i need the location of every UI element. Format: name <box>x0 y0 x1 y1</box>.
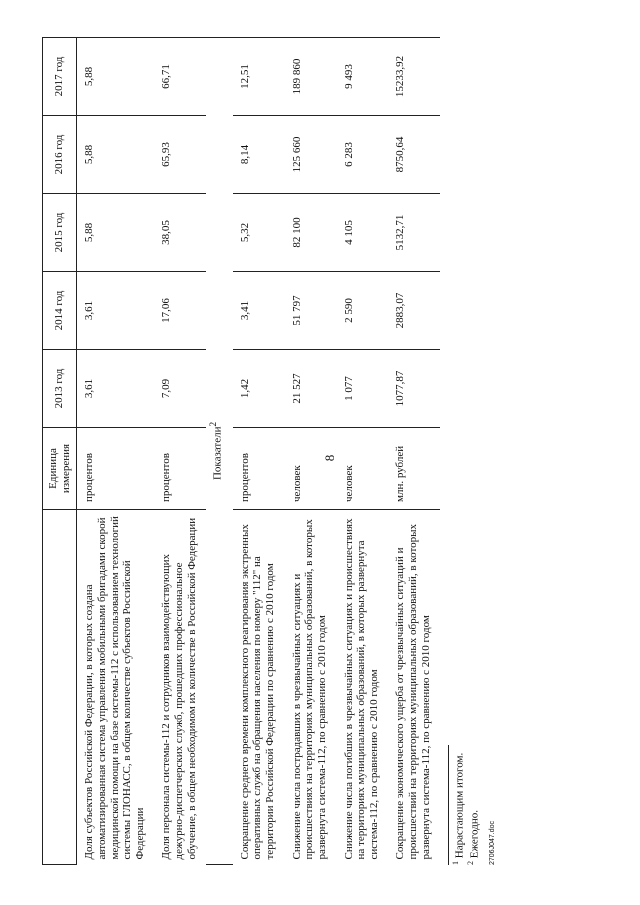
row-value: 8,14 <box>233 116 285 194</box>
row-value: 3,61 <box>77 272 155 350</box>
row-value: 17,06 <box>154 272 206 350</box>
row-value: 1 077 <box>337 350 389 428</box>
section-row <box>206 38 232 865</box>
section-label <box>206 38 232 865</box>
row-value: 189 860 <box>285 38 337 116</box>
footnote <box>451 645 466 865</box>
header-year-2017: 2017 год <box>43 38 77 116</box>
row-unit: процентов <box>77 428 155 510</box>
row-value: 7,09 <box>154 350 206 428</box>
table-header-row <box>43 38 77 865</box>
row-indicator: Снижение числа пострадавших в чрезвычайных ситуациях и происшествиях на территориях муниципальных образований, в которых развернута система-112, по сравнению с 2010 годом <box>285 510 337 865</box>
row-unit: процентов <box>154 428 206 510</box>
header-year-2016: 2016 год <box>43 116 77 194</box>
row-value: 5,32 <box>233 194 285 272</box>
header-indicator <box>43 510 77 865</box>
header-unit: Единица измерения <box>43 428 77 510</box>
header-year-2015: 2015 год <box>43 194 77 272</box>
table-row <box>154 38 206 865</box>
row-unit: млн. рублей <box>388 428 440 510</box>
header-year-2014: 2014 год <box>43 272 77 350</box>
row-value: 65,93 <box>154 116 206 194</box>
row-value: 2 590 <box>337 272 389 350</box>
row-indicator: Доля субъектов Российской Федерации, в которых создана автоматизированная система управления мобильными бригадами скорой медицинской помощи на базе системы-112 с использованием технологий системы ГЛОНАСС, в общем количестве субъектов Российской Федерации <box>77 510 155 865</box>
footnote-mark: 1 <box>451 861 461 865</box>
table-row <box>233 38 285 865</box>
row-value: 15233,92 <box>388 38 440 116</box>
page-number: 8 <box>322 454 337 462</box>
footnote <box>466 645 481 865</box>
footnotes <box>448 645 480 865</box>
row-unit: человек <box>337 428 389 510</box>
row-indicator: Доля персонала системы-112 и сотрудников взаимодействующих дежурно-диспетчерских служб, прошедших профессиональное обучение, в общем необходимом их количестве в Российской Федерации <box>154 510 206 865</box>
footnote-mark: 2 <box>466 861 476 865</box>
footnote-text: Ежегодно. <box>468 810 481 859</box>
indicators-table <box>42 37 440 865</box>
header-year-2013: 2013 год <box>43 350 77 428</box>
row-value: 51 797 <box>285 272 337 350</box>
row-value: 125 660 <box>285 116 337 194</box>
row-value: 21 527 <box>285 350 337 428</box>
row-value: 3,41 <box>233 272 285 350</box>
document-reference: 2706J047.doc <box>488 821 496 865</box>
row-value: 12,51 <box>233 38 285 116</box>
row-value: 6 283 <box>337 116 389 194</box>
table-row <box>388 38 440 865</box>
row-value: 5,88 <box>77 194 155 272</box>
table-row <box>337 38 389 865</box>
row-unit: процентов <box>233 428 285 510</box>
row-value: 3,61 <box>77 350 155 428</box>
section-footnote-mark: 2 <box>208 421 219 427</box>
rotated-page-content <box>42 30 602 885</box>
row-value: 5,88 <box>77 116 155 194</box>
row-value: 5,88 <box>77 38 155 116</box>
section-label-text: Показатели <box>212 426 225 481</box>
row-indicator: Сокращение экономического ущерба от чрезвычайных ситуаций и происшествий на территориях муниципальных образований, в которых развернута система-112, по сравнению с 2010 годом <box>388 510 440 865</box>
row-value: 2883,07 <box>388 272 440 350</box>
row-value: 38,05 <box>154 194 206 272</box>
row-indicator: Снижение числа погибших в чрезвычайных ситуациях и происшествиях на территориях муниципальных образований, в которых развернута система-112, по сравнению с 2010 годом <box>337 510 389 865</box>
footnote-text: Нарастающим итогом. <box>454 752 467 859</box>
row-value: 4 105 <box>337 194 389 272</box>
row-value: 66,71 <box>154 38 206 116</box>
footnote-divider <box>448 745 449 865</box>
row-value: 1077,87 <box>388 350 440 428</box>
table-row <box>77 38 155 865</box>
row-value: 9 493 <box>337 38 389 116</box>
row-value: 1,42 <box>233 350 285 428</box>
row-unit: человек <box>285 428 337 510</box>
row-value: 82 100 <box>285 194 337 272</box>
table-row <box>285 38 337 865</box>
row-value: 5132,71 <box>388 194 440 272</box>
row-value: 8750,64 <box>388 116 440 194</box>
row-indicator: Сокращение среднего времени комплексного реагирования экстренных оперативных служб на обращения населения по номеру "112" на территории Российской Федерации по сравнению с 2010 годом <box>233 510 285 865</box>
